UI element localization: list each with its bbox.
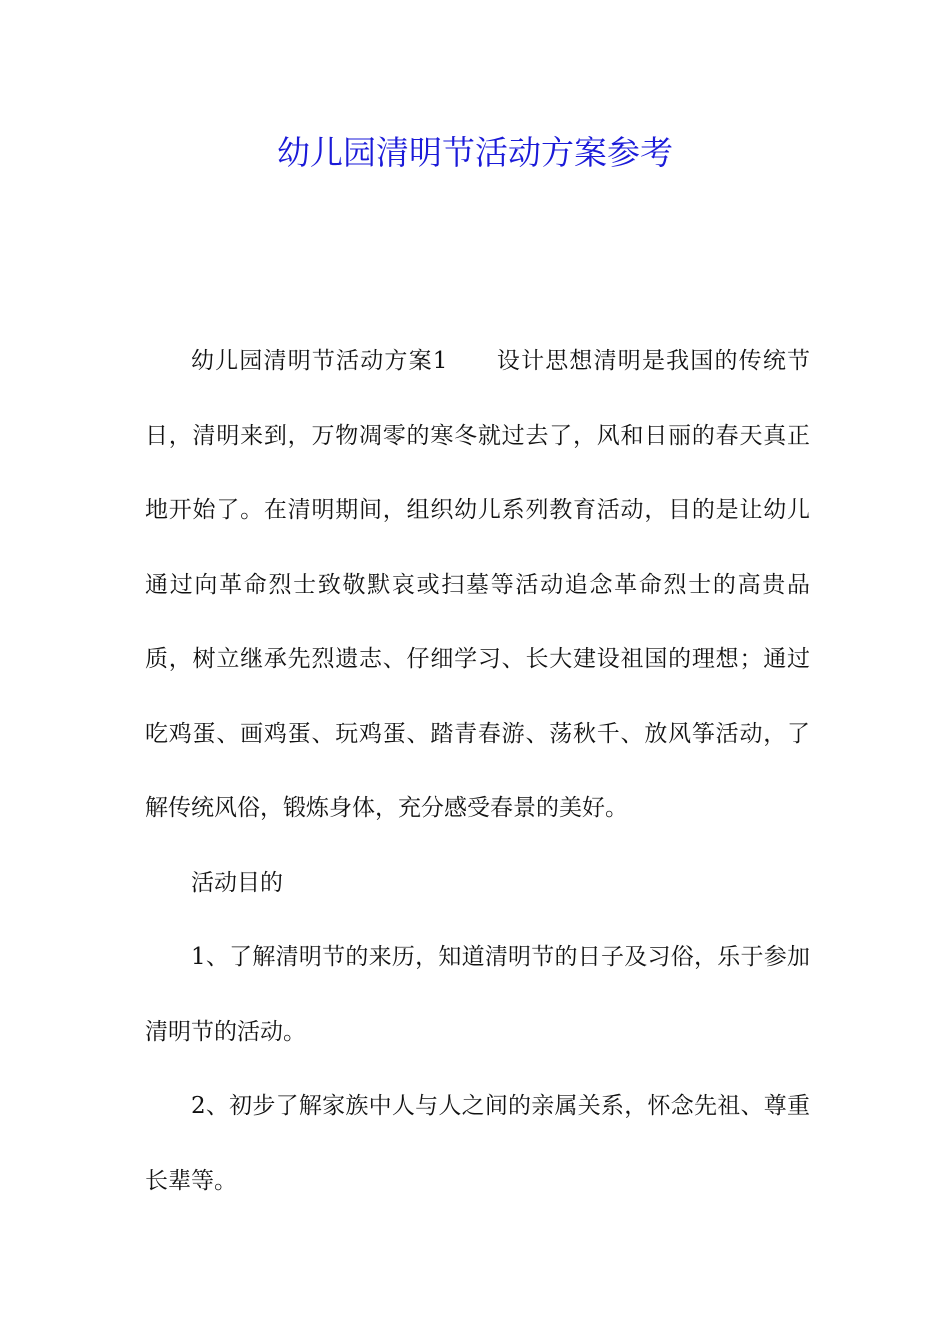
document-body xyxy=(145,324,810,1218)
document-title: 幼儿园清明节活动方案参考 xyxy=(277,133,673,172)
paragraph-goal-2: 2、初步了解家族中人与人之间的亲属关系，怀念先祖、尊重长辈等。 xyxy=(145,1093,810,1194)
paragraph-intro: 幼儿园清明节活动方案1 设计思想清明是我国的传统节日，清明来到，万物凋零的寒冬就过去了，风和日丽的春天真正地开始了。在清明期间，组织幼儿系列教育活动，目的是让幼儿通过向革命烈士致敬默哀或扫墓等活动追念革命烈士的高贵品质，树立继承先烈遗志、仔细学习、长大建设祖国的理想；通过吃鸡蛋、画鸡蛋、玩鸡蛋、踏青春游、荡秋千、放风筝活动，了解传统风俗，锻炼身体，充分感受春景的美好。 xyxy=(145,348,810,821)
paragraph-section-heading: 活动目的 xyxy=(191,869,283,896)
paragraph-goal-1: 1、了解清明节的来历，知道清明节的日子及习俗，乐于参加清明节的活动。 xyxy=(145,944,810,1045)
